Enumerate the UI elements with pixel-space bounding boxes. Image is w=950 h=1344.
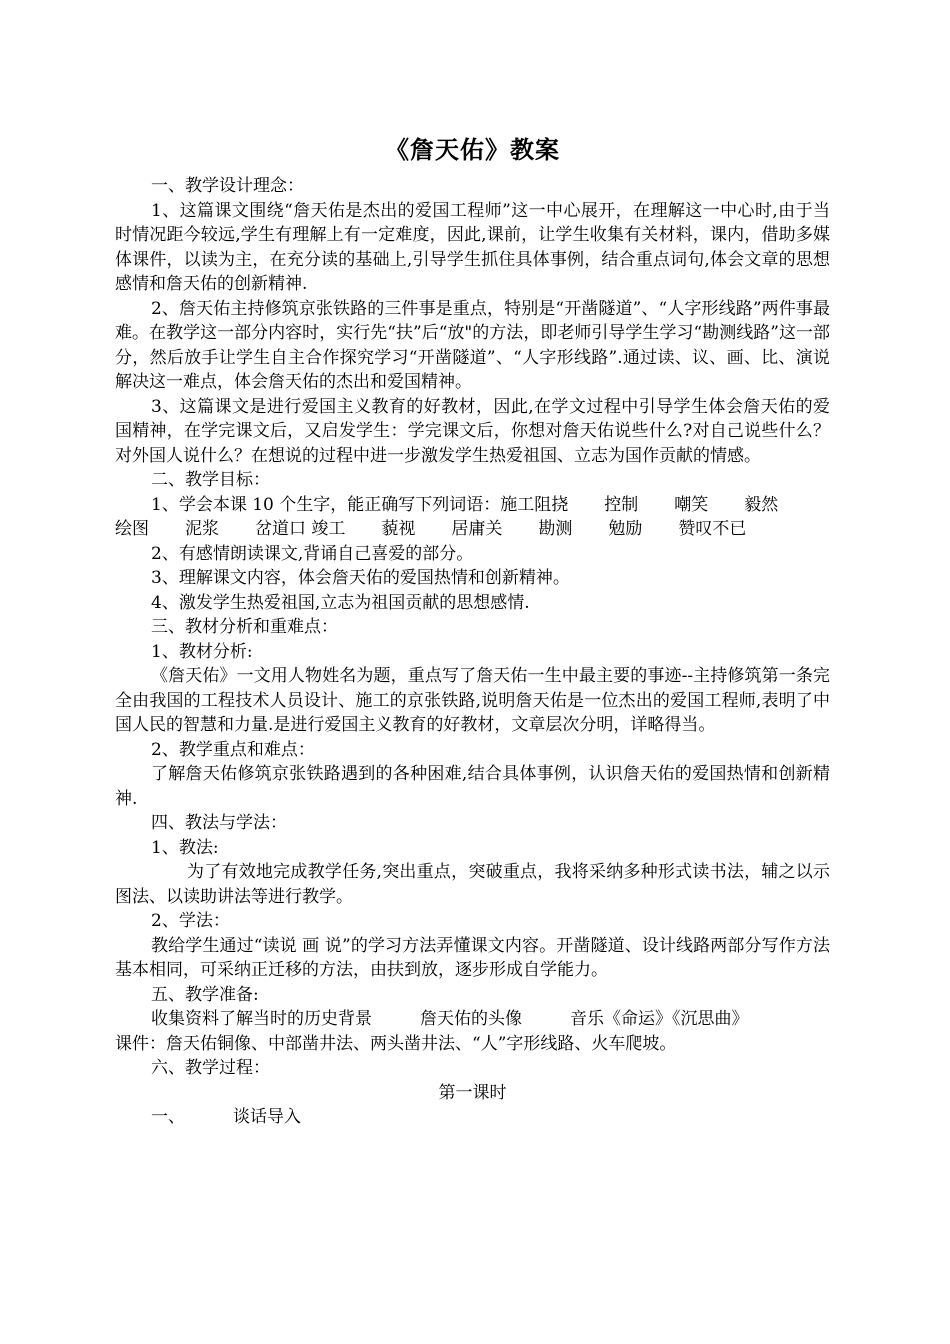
vocab-word: 毅然 xyxy=(744,494,779,515)
vocab-word: 嘲笑 xyxy=(674,494,709,515)
section-heading: 二、教学目标： xyxy=(151,470,270,490)
vocab-word: 岔道口 竣工 xyxy=(255,519,346,539)
vocab-word: 泥浆 xyxy=(185,519,219,539)
vocab-word: 施工阻挠 xyxy=(500,494,569,515)
paragraph: 教给学生通过“读说 画 说”的学习方法弄懂课文内容。开凿隧道、设计线路两部分写作方法基本相同，可采纳正迁移的方法，由扶到放，逐步形成自学能力。 xyxy=(115,935,830,980)
paragraph: 2、詹天佑主持修筑京张铁路的三件事是重点，特别是“开凿隧道”、“人字形线路”两件事最难。在教学这一部分内容时，实行先“扶”后“放"的方法，即老师引导学生学习“勘测线路”这一部分，然后放手让学生自主合作探究学习“开凿隧道”、“人字形线路”.通过读、议、画、比、演说解决这一难点，体会詹天佑的杰出和爱国精神。 xyxy=(115,298,830,392)
vocabulary-line xyxy=(115,517,830,542)
prep-item: 收集资料了解当时的历史背景 xyxy=(151,1009,372,1029)
preparation-items xyxy=(115,1007,830,1032)
vocab-word: 绘图 xyxy=(115,519,149,539)
prep-item: 音乐《命运》《沉思曲》 xyxy=(570,1009,749,1029)
subsection-heading: 2、教学重点和难点： xyxy=(151,739,315,760)
paragraph: 4、激发学生热爱祖国,立志为祖国贡献的思想感情. xyxy=(151,592,530,613)
step-heading xyxy=(115,1105,830,1130)
vocab-word: 藐视 xyxy=(381,519,416,539)
paragraph: 课件：詹天佑铜像、中部凿井法、两头凿井法、“人”字形线路、火车爬坡。 xyxy=(115,1033,677,1054)
paragraph: 2、有感情朗读课文,背诵自己喜爱的部分。 xyxy=(151,543,474,564)
section-heading: 一、教学设计理念： xyxy=(151,176,304,196)
subsection-heading: 2、学法： xyxy=(151,911,230,931)
document-page xyxy=(115,130,830,1130)
section-heading: 五、教学准备: xyxy=(151,984,259,1005)
subsection-heading: 1、教材分析: xyxy=(151,641,253,662)
paragraph: 为了有效地完成教学任务,突出重点，突破重点，我将采纳多种形式读书法，辅之以示图法、以读助讲法等进行教学。 xyxy=(115,862,830,907)
lesson-title: 第一课时 xyxy=(438,1082,507,1103)
section-heading: 四、教法与学法： xyxy=(151,813,287,833)
paragraph: 《詹天佑》一文用人物姓名为题，重点写了詹天佑一生中最主要的事迹--主持修筑第一条完全由我国的工程技术人员设计、施工的京张铁路,说明詹天佑是一位杰出的爱国工程师,表明了中国人民的智慧和力量.是进行爱国主义教育的好教材，文章层次分明，详略得当。 xyxy=(115,666,830,735)
vocab-word: 居庸关 xyxy=(451,519,503,539)
paragraph: 1、这篇课文围绕“詹天佑是杰出的爱国工程师”这一中心展开，在理解这一中心时,由于当时情况距今较远,学生有理解上有一定难度，因此,课前，让学生收集有关材料，课内，借助多媒体课件，以读为主，在充分读的基础上,引导学生抓住具体事例，结合重点词句,体会文章的思想感情和詹天佑的创新精神. xyxy=(115,200,830,294)
subsection-heading: 1、教法: xyxy=(151,837,219,858)
paragraph: 了解詹天佑修筑京张铁路遇到的各种困难,结合具体事例，认识詹天佑的爱国热情和创新精神. xyxy=(115,764,830,809)
vocab-word: 赞叹不已 xyxy=(678,519,747,539)
vocabulary-paragraph xyxy=(115,493,830,518)
vocab-word: 勘测 xyxy=(538,519,573,539)
vocab-prefix: 1、学会本课 10 个生字，能正确写下列词语： xyxy=(151,494,501,515)
vocab-word: 控制 xyxy=(604,494,639,515)
step-number: 一、 xyxy=(151,1107,185,1127)
paragraph: 3、这篇课文是进行爱国主义教育的好教材，因此,在学文过程中引导学生体会詹天佑的爱国精神，在学完课文后，又启发学生：学完课文后，你想对詹天佑说些什么?对自己说些什么？对外国人说什么？在想说的过程中进一步激发学生热爱祖国、立志为国作贡献的情感。 xyxy=(115,396,830,466)
section-heading: 三、教材分析和重难点： xyxy=(151,617,338,637)
document-title: 《詹天佑》教案 xyxy=(385,136,560,164)
vocab-word: 勉励 xyxy=(608,519,643,539)
paragraph: 3、理解课文内容，体会詹天佑的爱国热情和创新精神。 xyxy=(151,568,570,588)
prep-item: 詹天佑的头像 xyxy=(420,1009,522,1029)
step-text: 谈话导入 xyxy=(233,1107,301,1127)
section-heading: 六、教学过程： xyxy=(151,1058,270,1078)
